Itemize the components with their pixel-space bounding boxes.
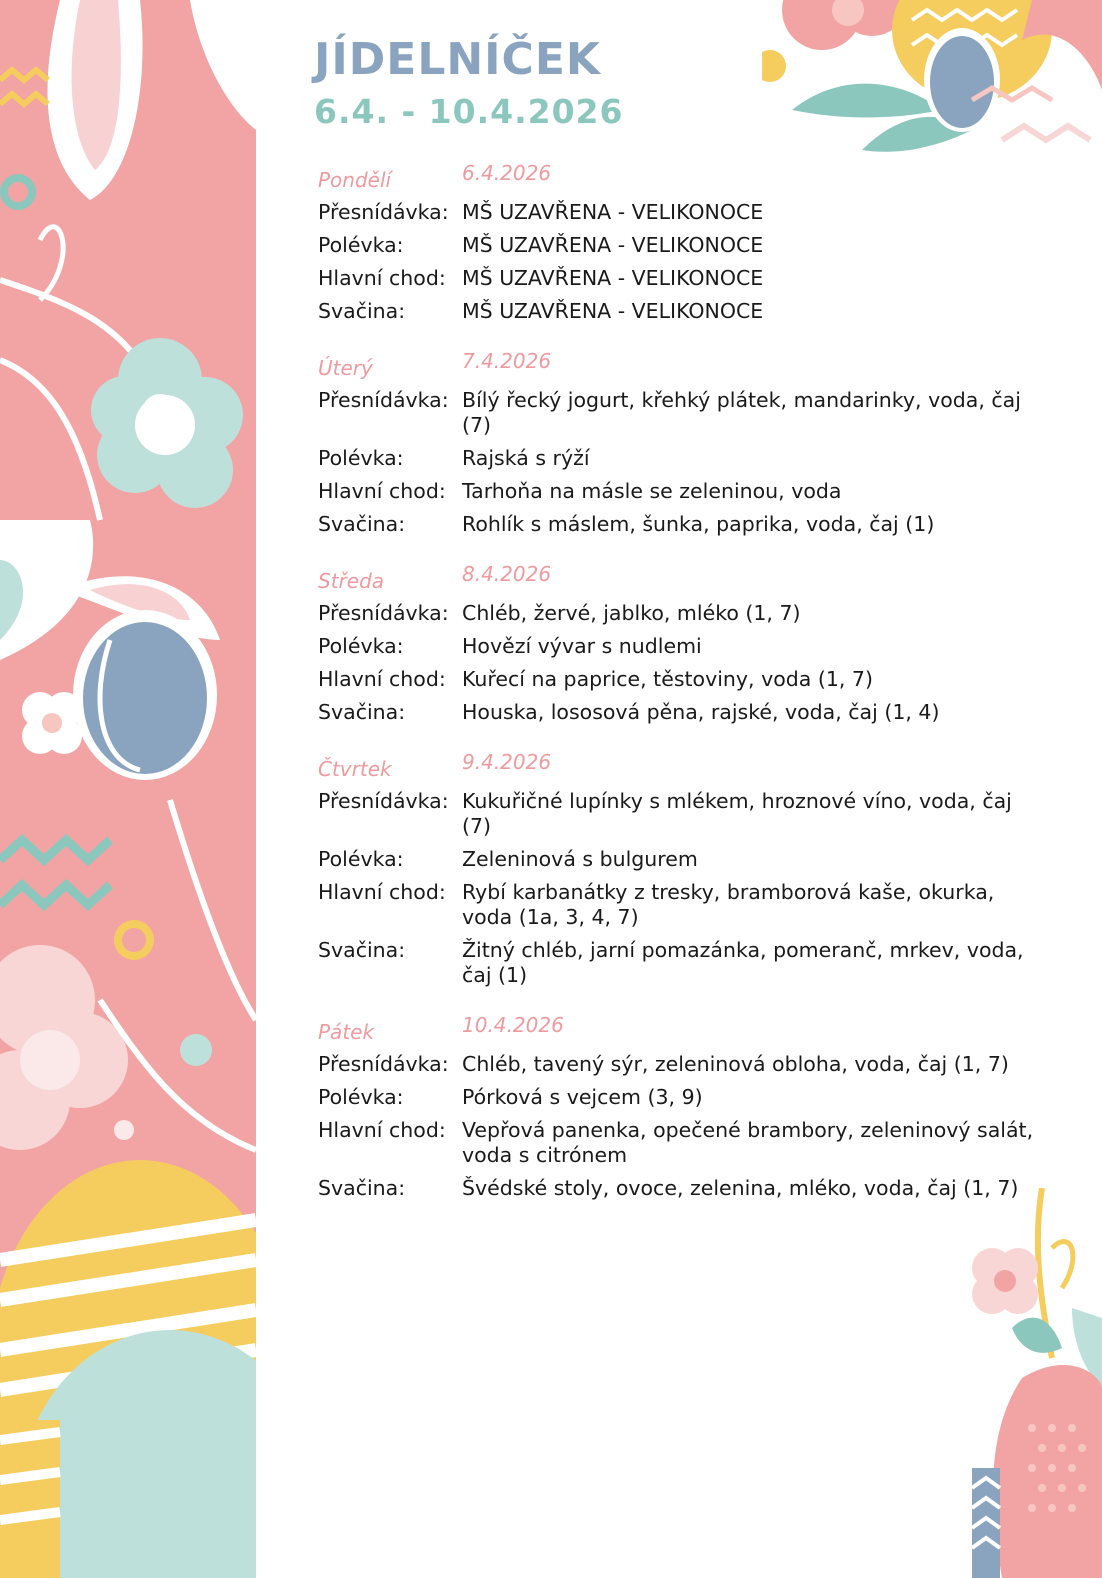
meal-label: Svačina:: [318, 299, 406, 323]
day-name: Pondělí: [318, 168, 392, 192]
meal-value: Žitný chléb, jarní pomazánka, pomeranč, mrkev, voda, čaj (1): [462, 938, 1024, 987]
day-date: 8.4.2026: [462, 562, 552, 586]
day-friday: [318, 1010, 1038, 1201]
meal-label: Hlavní chod:: [318, 1118, 446, 1142]
meal-value: Švédské stoly, ovoce, zelenina, mléko, voda, čaj (1, 7): [462, 1176, 1019, 1200]
meal-value: Bílý řecký jogurt, křehký plátek, mandarinky, voda, čaj (7): [462, 388, 1021, 437]
meal-soup: [318, 1085, 1038, 1110]
meal-soup: [318, 233, 1038, 258]
day-date: 6.4.2026: [462, 161, 552, 185]
easter-decoration-top-right: [762, 0, 1102, 160]
meal-snack-am: [318, 1052, 1038, 1077]
meal-value: Rohlík s máslem, šunka, paprika, voda, čaj (1): [462, 512, 935, 536]
day-header: [318, 346, 1038, 380]
meal-label: Polévka:: [318, 446, 404, 470]
meal-value: Chléb, žervé, jablko, mléko (1, 7): [462, 601, 801, 625]
meal-snack-pm: [318, 1176, 1038, 1201]
day-name: Pátek: [318, 1020, 375, 1044]
meal-label: Přesnídávka:: [318, 200, 449, 224]
meal-label: Přesnídávka:: [318, 789, 449, 813]
meal-snack-pm: [318, 700, 1038, 725]
meal-label: Hlavní chod:: [318, 479, 446, 503]
meal-value: Hovězí vývar s nudlemi: [462, 634, 702, 658]
easter-decoration-left: [0, 0, 256, 1578]
day-header: [318, 1010, 1038, 1044]
meal-soup: [318, 634, 1038, 659]
meal-main: [318, 479, 1038, 504]
meal-soup: [318, 847, 1038, 872]
meal-snack-pm: [318, 938, 1038, 988]
meal-snack-pm: [318, 512, 1038, 537]
meal-value: MŠ UZAVŘENA - VELIKONOCE: [462, 299, 764, 323]
meal-label: Hlavní chod:: [318, 880, 446, 904]
meal-value: Tarhoňa na másle se zeleninou, voda: [462, 479, 842, 503]
meal-label: Polévka:: [318, 634, 404, 658]
meal-snack-am: [318, 789, 1038, 839]
weekly-menu: [318, 158, 1038, 1223]
meal-value: Vepřová panenka, opečené brambory, zeleninový salát, voda s citrónem: [462, 1118, 1034, 1167]
meal-value: Rybí karbanátky z tresky, bramborová kaše, okurka, voda (1a, 3, 4, 7): [462, 880, 995, 929]
week-date-range: 6.4. - 10.4.2026: [314, 92, 624, 131]
meal-main: [318, 1118, 1038, 1168]
day-date: 7.4.2026: [462, 349, 552, 373]
day-tuesday: [318, 346, 1038, 537]
meal-label: Polévka:: [318, 847, 404, 871]
day-header: [318, 559, 1038, 593]
meal-value: Chléb, tavený sýr, zeleninová obloha, voda, čaj (1, 7): [462, 1052, 1009, 1076]
meal-value: MŠ UZAVŘENA - VELIKONOCE: [462, 200, 764, 224]
meal-label: Hlavní chod:: [318, 667, 446, 691]
easter-decoration-bottom-right: [972, 1188, 1102, 1578]
meal-value: Zeleninová s bulgurem: [462, 847, 698, 871]
meal-value: Pórková s vejcem (3, 9): [462, 1085, 703, 1109]
meal-label: Svačina:: [318, 700, 406, 724]
page-title: JÍDELNÍČEK: [314, 34, 601, 85]
meal-main: [318, 667, 1038, 692]
day-header: [318, 747, 1038, 781]
meal-snack-am: [318, 601, 1038, 626]
meal-label: Přesnídávka:: [318, 388, 449, 412]
meal-main: [318, 880, 1038, 930]
day-monday: [318, 158, 1038, 324]
day-name: Čtvrtek: [318, 757, 392, 781]
meal-value: Rajská s rýží: [462, 446, 590, 470]
meal-value: MŠ UZAVŘENA - VELIKONOCE: [462, 266, 764, 290]
meal-main: [318, 266, 1038, 291]
day-header: [318, 158, 1038, 192]
meal-label: Hlavní chod:: [318, 266, 446, 290]
meal-label: Svačina:: [318, 512, 406, 536]
day-date: 9.4.2026: [462, 750, 552, 774]
day-name: Středa: [318, 569, 385, 593]
meal-label: Přesnídávka:: [318, 1052, 449, 1076]
meal-label: Přesnídávka:: [318, 601, 449, 625]
meal-snack-pm: [318, 299, 1038, 324]
meal-label: Polévka:: [318, 1085, 404, 1109]
meal-value: Kukuřičné lupínky s mlékem, hroznové víno, voda, čaj (7): [462, 789, 1012, 838]
meal-value: Houska, lososová pěna, rajské, voda, čaj (1, 4): [462, 700, 940, 724]
meal-label: Polévka:: [318, 233, 404, 257]
meal-snack-am: [318, 388, 1038, 438]
meal-label: Svačina:: [318, 1176, 406, 1200]
meal-snack-am: [318, 200, 1038, 225]
day-date: 10.4.2026: [462, 1013, 564, 1037]
day-thursday: [318, 747, 1038, 988]
day-name: Úterý: [318, 356, 373, 380]
meal-value: MŠ UZAVŘENA - VELIKONOCE: [462, 233, 764, 257]
meal-label: Svačina:: [318, 938, 406, 962]
meal-value: Kuřecí na paprice, těstoviny, voda (1, 7): [462, 667, 873, 691]
meal-soup: [318, 446, 1038, 471]
day-wednesday: [318, 559, 1038, 725]
